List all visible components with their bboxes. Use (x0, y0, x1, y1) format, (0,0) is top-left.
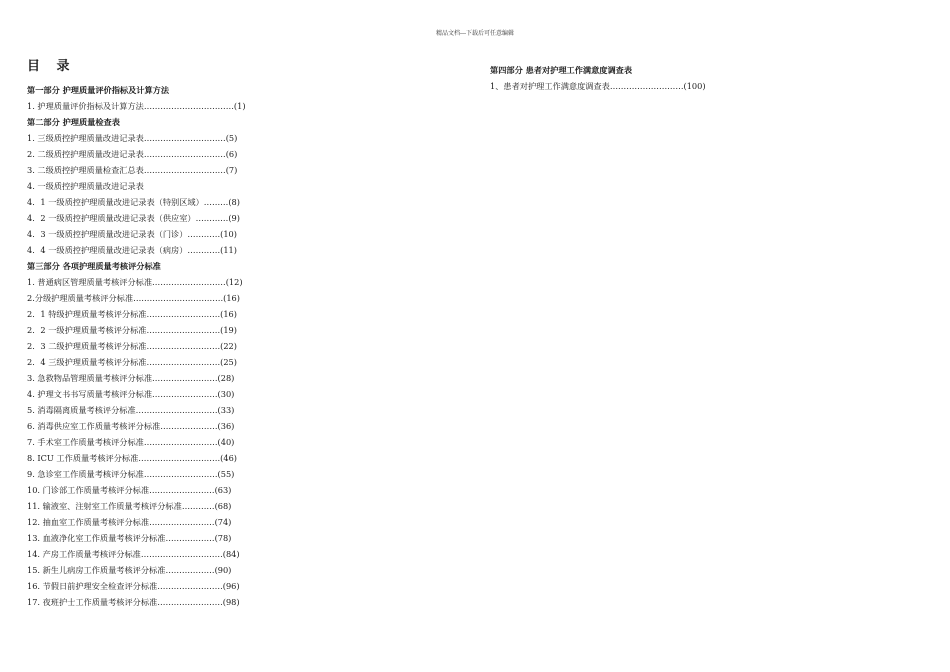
toc-entry[interactable] (27, 242, 272, 258)
toc-entry[interactable] (27, 194, 272, 210)
toc-entry[interactable] (27, 594, 272, 610)
toc-entry-page-number: (16) (223, 293, 240, 303)
toc-entry-label: 12. 抽血室工作质量考核评分标准 (27, 517, 150, 527)
toc-entry[interactable] (27, 322, 272, 338)
toc-entry-page-number: (8) (228, 197, 240, 207)
toc-entry[interactable] (27, 98, 272, 114)
toc-entry-leader: ……… (203, 197, 229, 207)
toc-entry-label: 3. 二级质控护理质量检查汇总表 (27, 165, 144, 175)
header-note: 精品文档---下载后可任意编辑 (435, 30, 515, 37)
toc-entry-label: 14. 产房工作质量考核评分标准 (27, 549, 141, 559)
toc-entry-label: 13. 血液净化室工作质量考核评分标准 (27, 533, 166, 543)
toc-right-column (490, 62, 740, 94)
toc-entry-label: 10. 门诊部工作质量考核评分标准 (27, 485, 150, 495)
toc-entry[interactable] (27, 498, 272, 514)
toc-entry-page-number: (30) (217, 389, 235, 399)
toc-entry-label: 2．1 特级护理质量考核评分标准 (27, 309, 147, 319)
toc-entry-page-number: (22) (220, 341, 237, 351)
toc-entry[interactable] (27, 530, 272, 546)
toc-entry-page-number: (11) (220, 245, 237, 255)
toc-entry-leader: ……………… (165, 533, 215, 543)
toc-entry-page-number: (1) (233, 101, 246, 111)
toc-entry-page-number: (16) (220, 309, 237, 319)
toc-entry-label: 7. 手术室工作质量考核评分标准 (27, 437, 144, 447)
toc-entry-page-number: (9) (228, 213, 240, 223)
toc-entry-page-number: (68) (214, 501, 232, 511)
toc-section-heading: 第二部分 护理质量检查表 (27, 117, 120, 127)
toc-entry-leader: ………………… (160, 421, 218, 431)
toc-entry-page-number: (10) (220, 229, 237, 239)
toc-entry-label: 1、患者对护理工作满意度调查表 (490, 81, 610, 91)
toc-entry-leader: ………………………… (143, 165, 226, 175)
toc-left-list (27, 82, 272, 610)
toc-entry[interactable] (27, 466, 272, 482)
toc-entry[interactable] (27, 482, 272, 498)
toc-entry-label: 2．2 一级护理质量考核评分标准 (27, 325, 147, 335)
toc-entry-label: 2．3 二级护理质量考核评分标准 (27, 341, 147, 351)
toc-entry[interactable] (27, 146, 272, 162)
toc-section-heading: 第四部分 患者对护理工作满意度调查表 (490, 65, 633, 75)
toc-entry-label: 1. 三级质控护理质量改进记录表 (27, 133, 144, 143)
toc-entry-page-number: (25) (220, 357, 237, 367)
toc-entry-page-number: (40) (217, 437, 235, 447)
toc-entry-label: 4．4 一级质控护理质量改进记录表（病房） (27, 245, 188, 255)
toc-entry[interactable] (27, 178, 272, 194)
toc-entry-page-number: (74) (214, 517, 232, 527)
toc-entry[interactable] (27, 354, 272, 370)
toc-entry-label: 8. ICU 工作质量考核评分标准 (27, 453, 139, 463)
toc-right-list (490, 62, 740, 94)
toc-entry-label: 4．1 一级质控护理质量改进记录表（特别区域） (27, 197, 204, 207)
toc-title: 目 录 (27, 59, 76, 74)
toc-entry-label: 1. 普通病区管理质量考核评分标准 (27, 277, 153, 287)
toc-entry[interactable] (490, 78, 740, 94)
toc-entry[interactable] (27, 162, 272, 178)
toc-entry[interactable] (27, 210, 272, 226)
toc-entry-label: 17. 夜班护士工作质量考核评分标准 (27, 597, 158, 607)
toc-entry-label: 2.分级护理质量考核评分标准 (27, 293, 134, 303)
toc-entry[interactable] (27, 418, 272, 434)
toc-entry-leader: ………… (187, 229, 221, 239)
toc-entry-leader: ………………………… (140, 549, 223, 559)
toc-entry[interactable] (27, 514, 272, 530)
toc-entry-label: 6. 消毒供应室工作质量考核评分标准 (27, 421, 161, 431)
toc-entry-page-number: (96) (222, 581, 240, 591)
toc-entry-leader: …………………… (152, 373, 218, 383)
toc-entry-label: 4. 一级质控护理质量改进记录表 (27, 181, 144, 191)
toc-entry-page-number: (36) (217, 421, 235, 431)
toc-entry[interactable] (27, 434, 272, 450)
toc-entry[interactable] (27, 562, 272, 578)
toc-entry-page-number: (46) (220, 453, 237, 463)
toc-entry-label: 15. 新生儿病房工作质量考核评分标准 (27, 565, 166, 575)
toc-entry-leader: …………………………… (133, 293, 224, 303)
toc-section-heading: 第三部分 各项护理质量考核评分标准 (27, 261, 161, 271)
toc-entry-page-number: (12) (225, 277, 243, 287)
toc-entry-label: 11. 输液室、注射室工作质量考核评分标准 (27, 501, 182, 511)
toc-entry-label: 2．4 三级护理质量考核评分标准 (27, 357, 147, 367)
toc-entry-leader: …………………… (157, 581, 223, 591)
toc-entry-leader: ………………………… (135, 405, 218, 415)
toc-entry-leader: ……………………… (609, 81, 684, 91)
toc-entry[interactable] (27, 578, 272, 594)
toc-entry[interactable] (27, 226, 272, 242)
toc-entry[interactable] (27, 290, 272, 306)
toc-entry-leader: ……………………… (146, 309, 221, 319)
toc-entry-page-number: (98) (222, 597, 240, 607)
toc-entry-page-number: (100) (683, 81, 706, 91)
toc-entry-label: 5. 消毒隔离质量考核评分标准 (27, 405, 136, 415)
toc-entry-page-number: (84) (222, 549, 240, 559)
toc-entry[interactable] (27, 402, 272, 418)
toc-entry-page-number: (90) (214, 565, 232, 575)
toc-entry-page-number: (7) (225, 165, 238, 175)
toc-entry-leader: ……………………… (146, 357, 221, 367)
toc-entry-leader: ………… (181, 501, 215, 511)
toc-entry-leader: ……………………… (143, 469, 218, 479)
toc-entry-leader: ……………………… (146, 325, 221, 335)
toc-entry-page-number: (78) (214, 533, 232, 543)
toc-section-heading: 第一部分 护理质量评价指标及计算方法 (27, 85, 170, 95)
toc-entry[interactable] (27, 306, 272, 322)
toc-entry[interactable] (27, 450, 272, 466)
toc-entry-leader: ……………………… (146, 341, 221, 351)
toc-entry-page-number: (5) (225, 133, 238, 143)
toc-entry-leader: ……………………… (143, 437, 218, 447)
toc-entry[interactable] (27, 338, 272, 354)
toc-entry-label: 4．3 一级质控护理质量改进记录表（门诊） (27, 229, 188, 239)
toc-entry-label: 4. 护理文书书写质量考核评分标准 (27, 389, 153, 399)
toc-entry-page-number: (33) (217, 405, 235, 415)
toc-entry-label: 9. 急诊室工作质量考核评分标准 (27, 469, 144, 479)
toc-entry-leader: …………………… (152, 389, 218, 399)
toc-entry-leader: ……………………… (152, 277, 226, 287)
toc-entry-label: 1. 护理质量评价指标及计算方法 (27, 101, 144, 111)
toc-entry-page-number: (63) (214, 485, 232, 495)
toc-left-column (27, 56, 272, 610)
toc-entry-leader: …………………… (149, 517, 215, 527)
toc-entry-leader: ………… (195, 213, 229, 223)
toc-entry-label: 2. 二级质控护理质量改进记录表 (27, 149, 144, 159)
toc-entry[interactable] (27, 546, 272, 562)
toc-entry[interactable] (27, 130, 272, 146)
toc-entry-page-number: (19) (220, 325, 237, 335)
toc-entry-leader: …………………… (149, 485, 215, 495)
toc-entry[interactable] (27, 274, 272, 290)
toc-entry-label: 4．2 一级质控护理质量改进记录表（供应室） (27, 213, 196, 223)
toc-entry-page-number: (6) (225, 149, 238, 159)
toc-entry-leader: ………… (187, 245, 221, 255)
toc-entry-page-number: (55) (217, 469, 235, 479)
toc-entry-leader: ……………… (165, 565, 215, 575)
toc-entry[interactable] (27, 386, 272, 402)
toc-entry-page-number: (28) (217, 373, 235, 383)
toc-entry-leader: ………………………… (143, 133, 226, 143)
toc-entry-label: 3. 急救物品管理质量考核评分标准 (27, 373, 153, 383)
toc-entry-leader: …………………… (157, 597, 223, 607)
toc-entry-label: 16. 节假日前护理安全检查评分标准 (27, 581, 158, 591)
toc-entry-leader: …………………………… (143, 101, 234, 111)
toc-entry-leader: ………………………… (138, 453, 221, 463)
toc-entry-leader: ………………………… (143, 149, 226, 159)
toc-entry[interactable] (27, 370, 272, 386)
